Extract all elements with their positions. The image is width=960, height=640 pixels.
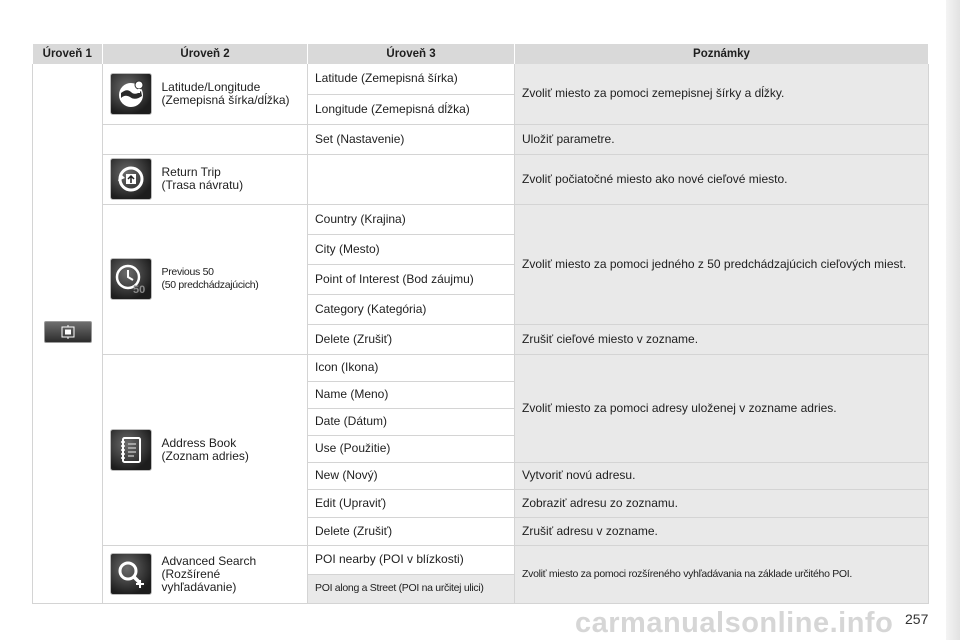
new-note: Vytvoriť novú adresu. — [515, 462, 929, 489]
empty-icon-cell — [103, 124, 155, 154]
watermark: carmanualsonline.info — [575, 607, 894, 639]
advanced-note: Zvoliť miesto za pomoci rozšíreného vyhľadávania na základe určitého POI. — [515, 545, 929, 603]
latlong-label-line1: Latitude/Longitude — [161, 79, 261, 94]
table-row — [33, 354, 929, 381]
latlong-note: Zvoliť miesto za pomoci zemepisnej šírky a dĺžky. — [515, 64, 929, 124]
poi-item[interactable]: Point of Interest (Bod záujmu) — [308, 264, 515, 294]
return-trip-label-line2: (Trasa návratu) — [161, 178, 244, 192]
page-edge-strip — [946, 0, 960, 640]
table-header-row — [33, 44, 929, 64]
return-trip-level3-empty — [308, 154, 515, 204]
empty-level2-cell — [155, 124, 308, 154]
set-note: Uložiť parametre. — [515, 124, 929, 154]
nav-key-icon — [44, 321, 92, 343]
country-item[interactable]: Country (Krajina) — [308, 204, 515, 234]
advanced-label-line3: vyhľadávanie) — [161, 579, 237, 594]
address-book-label-line1: Address Book — [161, 435, 237, 450]
edit-item[interactable]: Edit (Upraviť) — [308, 489, 515, 517]
header-notes: Poznámky — [515, 44, 929, 64]
previous-delete-note: Zrušiť cieľové miesto v zozname. — [515, 324, 929, 354]
table-row — [33, 124, 929, 154]
latlong-label-line2: (Zemepisná šírka/dĺžka) — [161, 92, 290, 107]
previous-note: Zvoliť miesto za pomoci jedného z 50 predchádzajúcich cieľových miest. — [515, 204, 929, 324]
date-item[interactable]: Date (Dátum) — [308, 408, 515, 435]
use-item[interactable]: Use (Použitie) — [308, 435, 515, 462]
magnifier-plus-icon — [110, 553, 152, 595]
longitude-item[interactable]: Longitude (Zemepisná dĺžka) — [308, 94, 515, 124]
table-row — [33, 545, 929, 574]
return-trip-label-line1: Return Trip — [161, 165, 221, 179]
set-item[interactable]: Set (Nastavenie) — [308, 124, 515, 154]
poi-nearby-item[interactable]: POI nearby (POI v blízkosti) — [308, 545, 515, 574]
edit-note: Zobraziť adresu zo zoznamu. — [515, 489, 929, 517]
address-book-icon-cell — [103, 354, 155, 545]
globe-icon — [110, 73, 152, 115]
latlong-label — [155, 64, 308, 124]
advanced-label-line1: Advanced Search — [161, 553, 257, 568]
return-trip-note: Zvoliť počiatočné miesto ako nové cieľové miesto. — [515, 154, 929, 204]
table-row — [33, 154, 929, 204]
address-book-icon — [110, 429, 152, 471]
city-item[interactable]: City (Mesto) — [308, 234, 515, 264]
svg-text:50: 50 — [133, 284, 146, 296]
level1-cell — [33, 64, 103, 603]
previous-label-line2: (50 predchádzajúcich) — [161, 279, 259, 291]
header-level1: Úroveň 1 — [33, 44, 103, 64]
return-trip-icon — [110, 158, 152, 200]
advanced-label — [155, 545, 308, 603]
previous-delete-item[interactable]: Delete (Zrušiť) — [308, 324, 515, 354]
advanced-icon-cell — [103, 545, 155, 603]
header-level3: Úroveň 3 — [308, 44, 515, 64]
previous-label — [155, 204, 308, 354]
icon-item[interactable]: Icon (Ikona) — [308, 354, 515, 381]
previous-label-line1: Previous 50 — [161, 266, 214, 278]
poi-along-street-item[interactable]: POI along a Street (POI na určitej ulici) — [308, 574, 515, 603]
address-book-delete-item[interactable]: Delete (Zrušiť) — [308, 517, 515, 545]
address-book-note: Zvoliť miesto za pomoci adresy uloženej v zozname adries. — [515, 354, 929, 462]
return-trip-label — [155, 154, 308, 204]
page-number: 257 — [905, 611, 929, 627]
latlong-icon-cell — [103, 64, 155, 124]
previous-icon-cell — [103, 204, 155, 354]
table-row — [33, 204, 929, 234]
category-item[interactable]: Category (Kategória) — [308, 294, 515, 324]
return-trip-icon-cell — [103, 154, 155, 204]
table-row — [33, 64, 929, 94]
navigation-menu-table — [32, 44, 929, 604]
latitude-item[interactable]: Latitude (Zemepisná šírka) — [308, 64, 515, 94]
new-item[interactable]: New (Nový) — [308, 462, 515, 489]
address-book-label — [155, 354, 308, 545]
address-book-label-line2: (Zoznam adries) — [161, 448, 249, 463]
advanced-label-line2: (Rozšírené — [161, 566, 221, 581]
address-book-delete-note: Zrušiť adresu v zozname. — [515, 517, 929, 545]
name-item[interactable]: Name (Meno) — [308, 381, 515, 408]
clock-50-icon — [110, 258, 152, 300]
header-level2: Úroveň 2 — [103, 44, 308, 64]
